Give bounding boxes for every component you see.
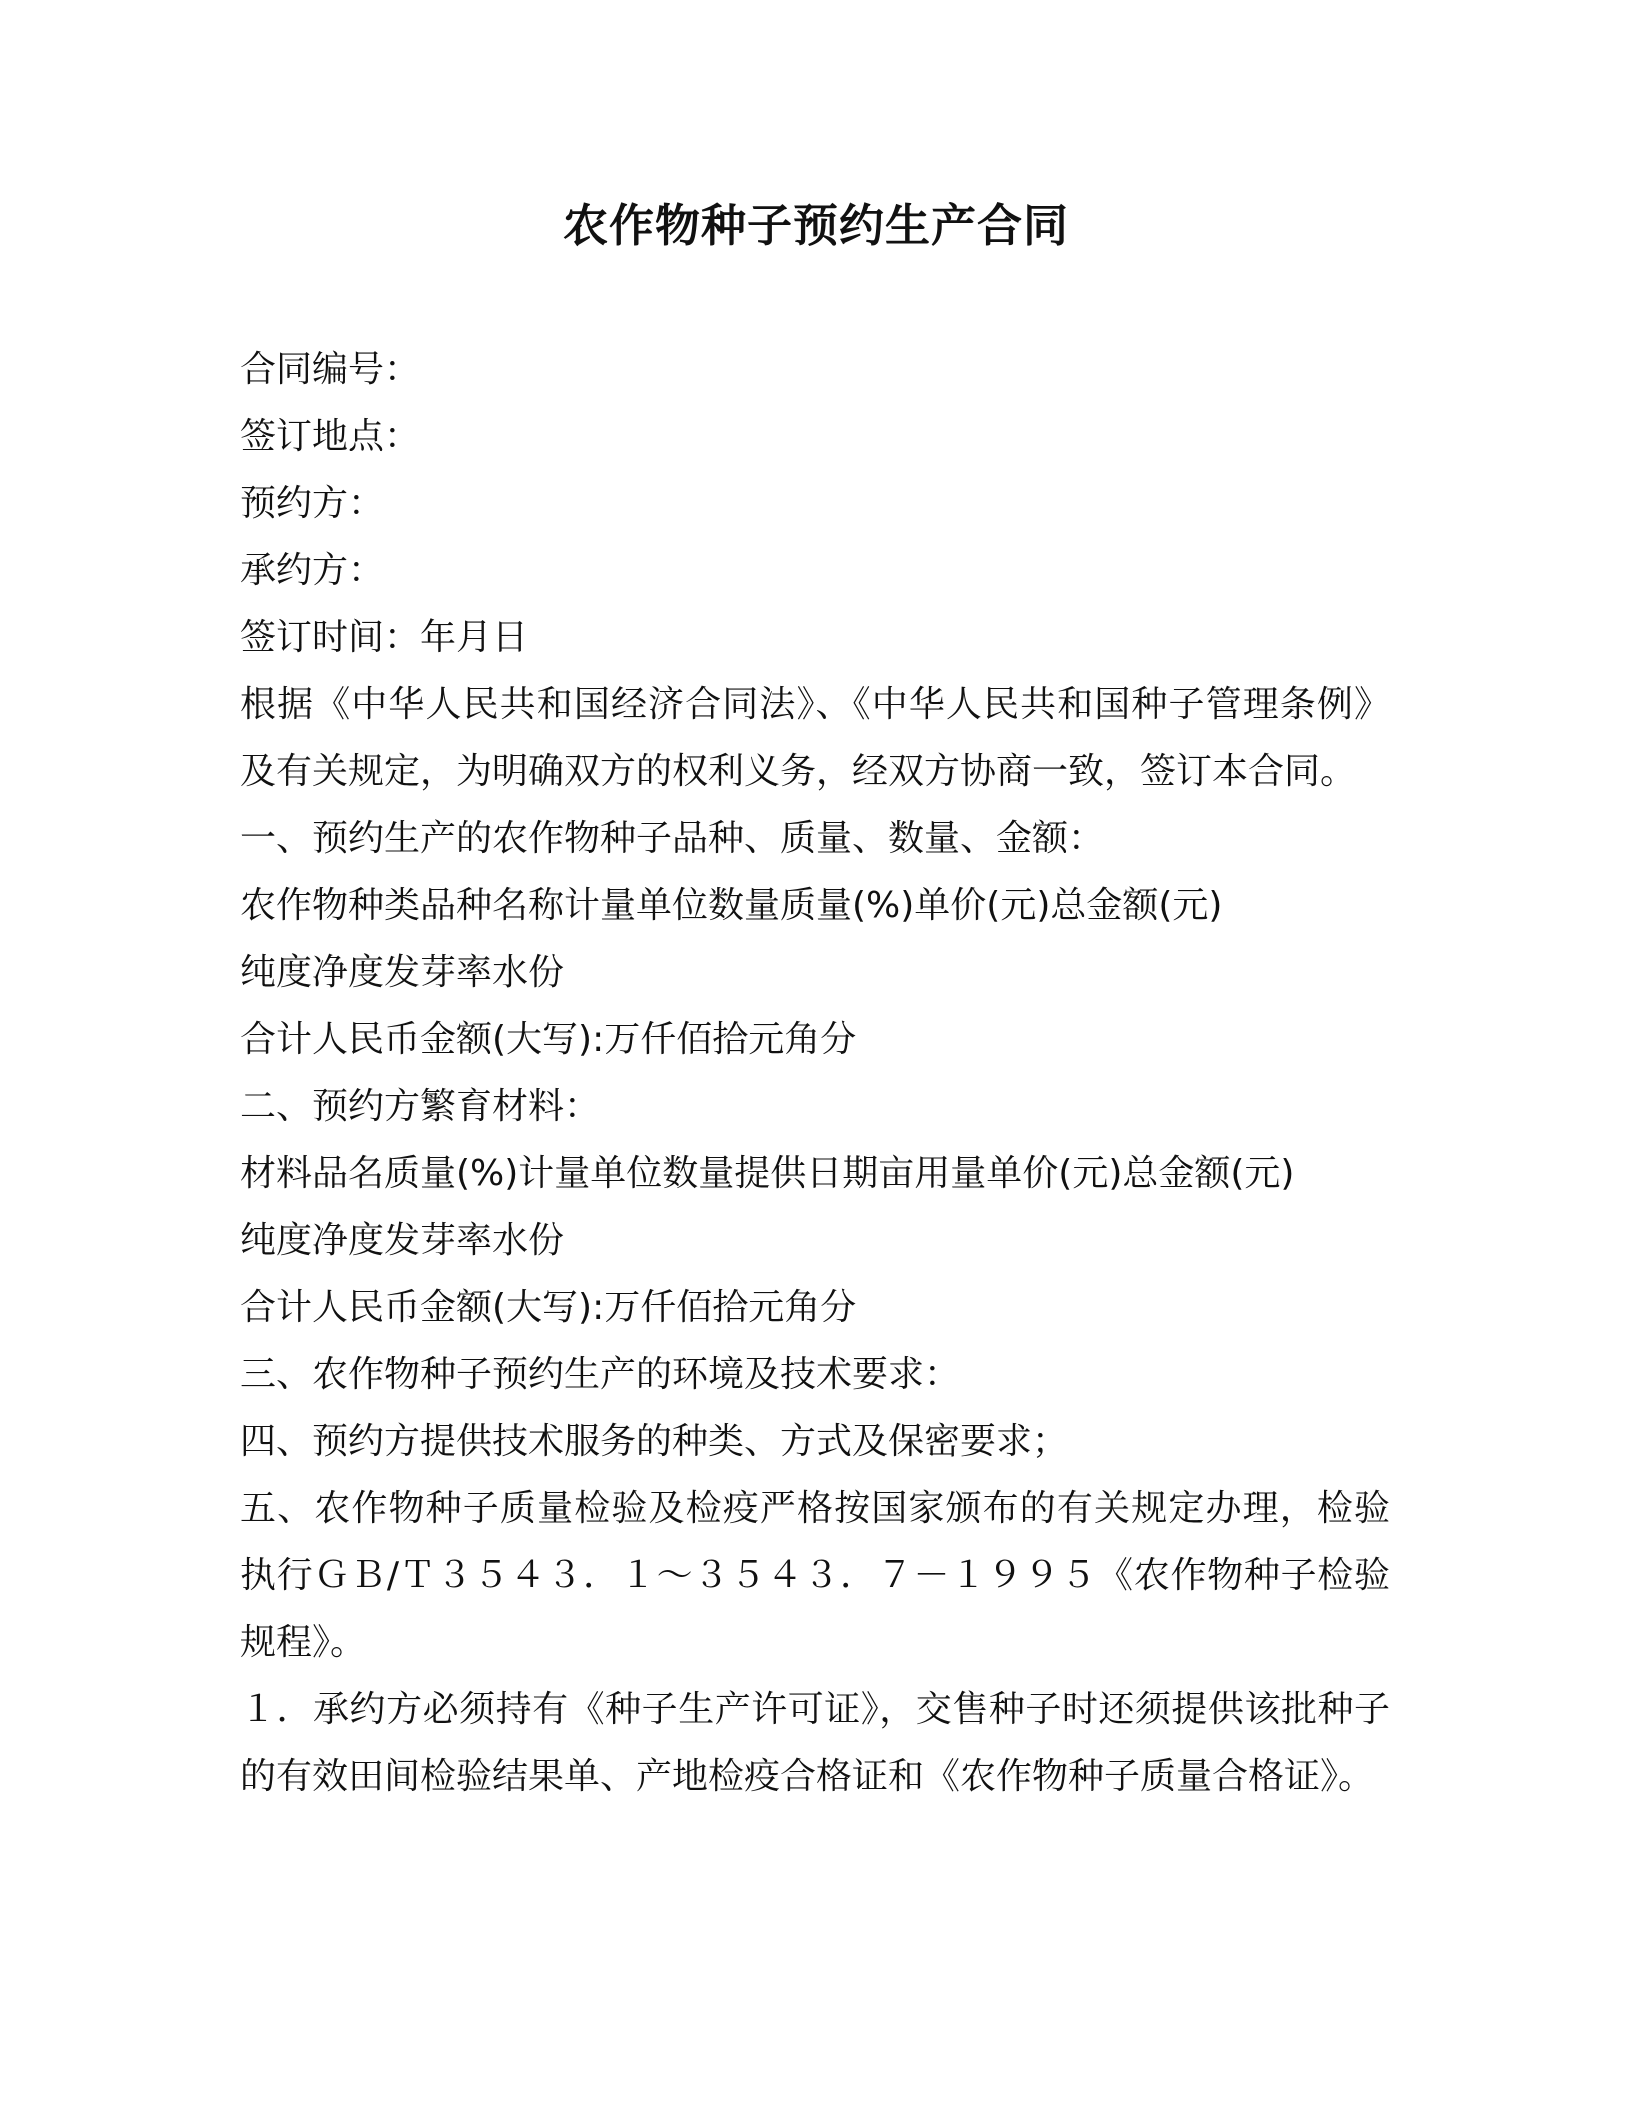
section-1-table-subheader: 纯度净度发芽率水份 xyxy=(240,952,565,993)
preamble-paragraph: 根据《中华人民共和国经济合同法》、《中华人民共和国种子管理条例》及有关规定，为明确双方的权利义务，经双方协商一致，签订本合同。 xyxy=(240,684,1390,792)
section-5-paragraph: 五、农作物种子质量检验及检疫严格按国家颁布的有关规定办理，检验执行ＧＢ/Ｔ３５４３．１～３５４３．７－１９９５《农作物种子检验规程》。 xyxy=(240,1488,1390,1663)
contracting-party-field: 承约方： xyxy=(240,550,385,591)
sign-time-field: 签订时间：年月日 xyxy=(240,617,529,658)
section-5-item-1: １．承约方必须持有《种子生产许可证》，交售种子时还须提供该批种子的有效田间检验结果单、产地检疫合格证和《农作物种子质量合格证》。 xyxy=(240,1689,1390,1797)
section-2-table-subheader: 纯度净度发芽率水份 xyxy=(240,1220,565,1261)
section-1-table-header: 农作物种类品种名称计量单位数量质量(%)单价(元)总金额(元) xyxy=(240,885,1223,926)
section-1-total: 合计人民币金额(大写):万仟佰拾元角分 xyxy=(240,1019,857,1060)
contract-number-field: 合同编号： xyxy=(240,349,421,390)
reserving-party-field: 预约方： xyxy=(240,483,385,524)
document-title: 农作物种子预约生产合同 xyxy=(562,199,1069,252)
document-body xyxy=(240,336,1390,1810)
section-2-heading: 二、预约方繁育材料： xyxy=(240,1086,601,1127)
section-4-heading: 四、预约方提供技术服务的种类、方式及保密要求； xyxy=(240,1421,1069,1462)
section-2-table-header: 材料品名质量(%)计量单位数量提供日期亩用量单价(元)总金额(元) xyxy=(240,1153,1295,1194)
section-3-heading: 三、农作物种子预约生产的环境及技术要求： xyxy=(240,1354,961,1395)
sign-place-field: 签订地点： xyxy=(240,416,421,457)
section-1-heading: 一、预约生产的农作物种子品种、质量、数量、金额： xyxy=(240,818,1105,859)
section-2-total: 合计人民币金额(大写):万仟佰拾元角分 xyxy=(240,1287,857,1328)
